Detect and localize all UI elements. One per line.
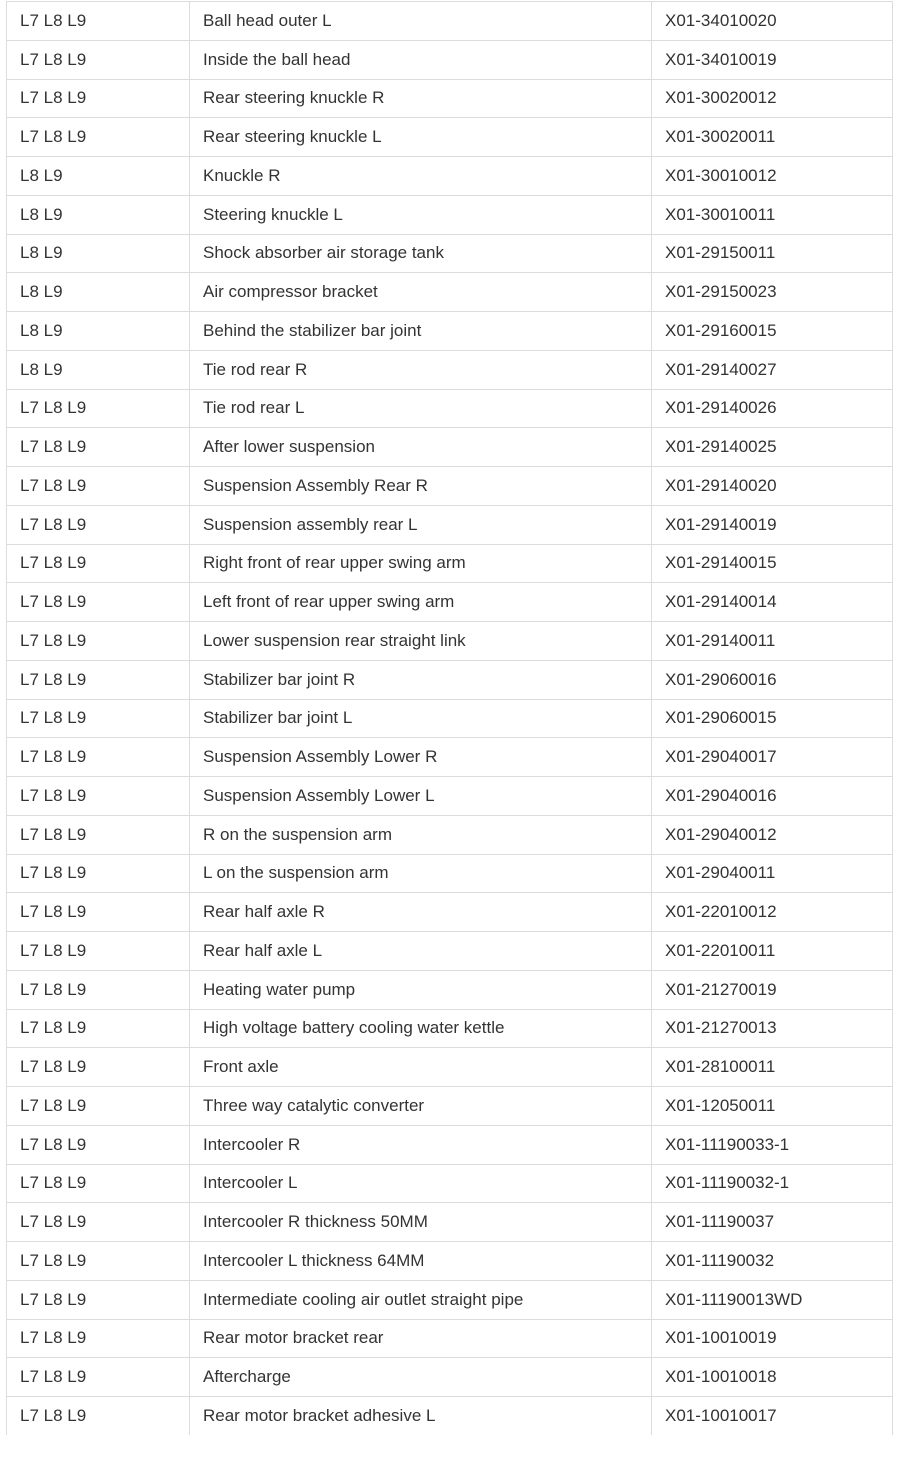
table-row <box>7 79 893 118</box>
table-row <box>7 932 893 971</box>
part-code-cell: X01-30020012 <box>652 79 893 118</box>
table-row <box>7 428 893 467</box>
table-row <box>7 195 893 234</box>
table-row <box>7 505 893 544</box>
models-cell: L7 L8 L9 <box>7 1358 190 1397</box>
part-name-cell: Steering knuckle L <box>190 195 652 234</box>
models-cell: L7 L8 L9 <box>7 777 190 816</box>
part-name-cell: Rear motor bracket adhesive L <box>190 1397 652 1436</box>
part-name-cell: Intermediate cooling air outlet straight pipe <box>190 1280 652 1319</box>
part-name-cell: Tie rod rear R <box>190 350 652 389</box>
table-row <box>7 1009 893 1048</box>
models-cell: L7 L8 L9 <box>7 1319 190 1358</box>
part-code-cell: X01-10010017 <box>652 1397 893 1436</box>
part-code-cell: X01-29040016 <box>652 777 893 816</box>
parts-table-body <box>7 2 893 1436</box>
part-code-cell: X01-29060016 <box>652 660 893 699</box>
table-row <box>7 699 893 738</box>
models-cell: L7 L8 L9 <box>7 1203 190 1242</box>
table-row <box>7 118 893 157</box>
table-row <box>7 815 893 854</box>
models-cell: L7 L8 L9 <box>7 467 190 506</box>
part-name-cell: Stabilizer bar joint L <box>190 699 652 738</box>
part-code-cell: X01-29150011 <box>652 234 893 273</box>
table-row <box>7 273 893 312</box>
part-name-cell: Rear motor bracket rear <box>190 1319 652 1358</box>
table-row <box>7 2 893 41</box>
part-code-cell: X01-11190013WD <box>652 1280 893 1319</box>
table-row <box>7 1125 893 1164</box>
part-code-cell: X01-29040012 <box>652 815 893 854</box>
table-row <box>7 854 893 893</box>
part-name-cell: Rear half axle L <box>190 932 652 971</box>
models-cell: L7 L8 L9 <box>7 1048 190 1087</box>
models-cell: L7 L8 L9 <box>7 660 190 699</box>
models-cell: L8 L9 <box>7 350 190 389</box>
table-row <box>7 1358 893 1397</box>
part-code-cell: X01-11190032-1 <box>652 1164 893 1203</box>
table-row <box>7 622 893 661</box>
table-row <box>7 389 893 428</box>
part-name-cell: Air compressor bracket <box>190 273 652 312</box>
table-row <box>7 1397 893 1436</box>
part-code-cell: X01-11190033-1 <box>652 1125 893 1164</box>
part-code-cell: X01-11190032 <box>652 1242 893 1281</box>
part-code-cell: X01-29150023 <box>652 273 893 312</box>
models-cell: L7 L8 L9 <box>7 389 190 428</box>
models-cell: L7 L8 L9 <box>7 1009 190 1048</box>
part-name-cell: After lower suspension <box>190 428 652 467</box>
table-row <box>7 970 893 1009</box>
part-code-cell: X01-10010018 <box>652 1358 893 1397</box>
table-row <box>7 583 893 622</box>
part-name-cell: High voltage battery cooling water kettle <box>190 1009 652 1048</box>
models-cell: L7 L8 L9 <box>7 544 190 583</box>
part-code-cell: X01-21270019 <box>652 970 893 1009</box>
part-name-cell: R on the suspension arm <box>190 815 652 854</box>
part-code-cell: X01-21270013 <box>652 1009 893 1048</box>
table-row <box>7 777 893 816</box>
table-row <box>7 1048 893 1087</box>
part-name-cell: Front axle <box>190 1048 652 1087</box>
part-name-cell: Aftercharge <box>190 1358 652 1397</box>
models-cell: L7 L8 L9 <box>7 1280 190 1319</box>
models-cell: L7 L8 L9 <box>7 699 190 738</box>
part-name-cell: Intercooler L thickness 64MM <box>190 1242 652 1281</box>
part-name-cell: Intercooler L <box>190 1164 652 1203</box>
part-name-cell: Shock absorber air storage tank <box>190 234 652 273</box>
part-name-cell: Tie rod rear L <box>190 389 652 428</box>
part-name-cell: Heating water pump <box>190 970 652 1009</box>
table-row <box>7 1164 893 1203</box>
part-code-cell: X01-34010019 <box>652 40 893 79</box>
part-name-cell: Lower suspension rear straight link <box>190 622 652 661</box>
models-cell: L7 L8 L9 <box>7 932 190 971</box>
part-name-cell: Suspension Assembly Lower L <box>190 777 652 816</box>
part-name-cell: Three way catalytic converter <box>190 1087 652 1126</box>
part-name-cell: Suspension assembly rear L <box>190 505 652 544</box>
models-cell: L7 L8 L9 <box>7 428 190 467</box>
part-code-cell: X01-29140019 <box>652 505 893 544</box>
table-row <box>7 1087 893 1126</box>
models-cell: L7 L8 L9 <box>7 854 190 893</box>
parts-table <box>6 1 893 1435</box>
part-name-cell: Ball head outer L <box>190 2 652 41</box>
table-row <box>7 1280 893 1319</box>
models-cell: L7 L8 L9 <box>7 815 190 854</box>
models-cell: L7 L8 L9 <box>7 583 190 622</box>
table-row <box>7 40 893 79</box>
part-name-cell: Knuckle R <box>190 157 652 196</box>
models-cell: L8 L9 <box>7 312 190 351</box>
table-row <box>7 544 893 583</box>
part-name-cell: Right front of rear upper swing arm <box>190 544 652 583</box>
part-code-cell: X01-11190037 <box>652 1203 893 1242</box>
part-code-cell: X01-22010012 <box>652 893 893 932</box>
part-code-cell: X01-29140014 <box>652 583 893 622</box>
part-code-cell: X01-34010020 <box>652 2 893 41</box>
models-cell: L7 L8 L9 <box>7 40 190 79</box>
part-name-cell: Intercooler R thickness 50MM <box>190 1203 652 1242</box>
part-name-cell: Rear steering knuckle R <box>190 79 652 118</box>
models-cell: L8 L9 <box>7 273 190 312</box>
part-code-cell: X01-30010012 <box>652 157 893 196</box>
part-name-cell: Inside the ball head <box>190 40 652 79</box>
table-row <box>7 350 893 389</box>
table-row <box>7 234 893 273</box>
models-cell: L8 L9 <box>7 195 190 234</box>
models-cell: L7 L8 L9 <box>7 622 190 661</box>
part-code-cell: X01-29160015 <box>652 312 893 351</box>
part-name-cell: Suspension Assembly Rear R <box>190 467 652 506</box>
part-code-cell: X01-29140011 <box>652 622 893 661</box>
table-row <box>7 893 893 932</box>
table-row <box>7 660 893 699</box>
table-row <box>7 312 893 351</box>
models-cell: L8 L9 <box>7 157 190 196</box>
part-code-cell: X01-29140025 <box>652 428 893 467</box>
models-cell: L7 L8 L9 <box>7 2 190 41</box>
part-code-cell: X01-29060015 <box>652 699 893 738</box>
part-code-cell: X01-29040011 <box>652 854 893 893</box>
part-name-cell: Left front of rear upper swing arm <box>190 583 652 622</box>
models-cell: L8 L9 <box>7 234 190 273</box>
part-code-cell: X01-29140020 <box>652 467 893 506</box>
models-cell: L7 L8 L9 <box>7 1125 190 1164</box>
models-cell: L7 L8 L9 <box>7 893 190 932</box>
part-code-cell: X01-30010011 <box>652 195 893 234</box>
part-name-cell: L on the suspension arm <box>190 854 652 893</box>
part-code-cell: X01-28100011 <box>652 1048 893 1087</box>
models-cell: L7 L8 L9 <box>7 79 190 118</box>
models-cell: L7 L8 L9 <box>7 1242 190 1281</box>
table-row <box>7 467 893 506</box>
part-name-cell: Stabilizer bar joint R <box>190 660 652 699</box>
part-code-cell: X01-29140027 <box>652 350 893 389</box>
part-code-cell: X01-30020011 <box>652 118 893 157</box>
table-row <box>7 738 893 777</box>
part-name-cell: Rear steering knuckle L <box>190 118 652 157</box>
table-row <box>7 1319 893 1358</box>
part-name-cell: Behind the stabilizer bar joint <box>190 312 652 351</box>
part-name-cell: Suspension Assembly Lower R <box>190 738 652 777</box>
part-code-cell: X01-22010011 <box>652 932 893 971</box>
part-code-cell: X01-12050011 <box>652 1087 893 1126</box>
models-cell: L7 L8 L9 <box>7 970 190 1009</box>
part-code-cell: X01-29140026 <box>652 389 893 428</box>
models-cell: L7 L8 L9 <box>7 1164 190 1203</box>
models-cell: L7 L8 L9 <box>7 505 190 544</box>
part-code-cell: X01-29040017 <box>652 738 893 777</box>
models-cell: L7 L8 L9 <box>7 1397 190 1436</box>
part-name-cell: Intercooler R <box>190 1125 652 1164</box>
part-name-cell: Rear half axle R <box>190 893 652 932</box>
part-code-cell: X01-29140015 <box>652 544 893 583</box>
part-code-cell: X01-10010019 <box>652 1319 893 1358</box>
table-row <box>7 1203 893 1242</box>
models-cell: L7 L8 L9 <box>7 738 190 777</box>
table-row <box>7 157 893 196</box>
models-cell: L7 L8 L9 <box>7 118 190 157</box>
models-cell: L7 L8 L9 <box>7 1087 190 1126</box>
table-row <box>7 1242 893 1281</box>
